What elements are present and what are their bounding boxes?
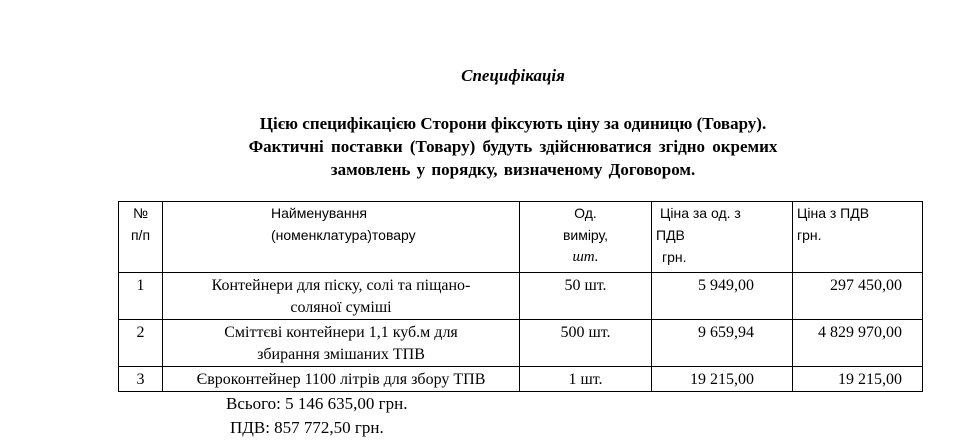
row-name bbox=[163, 320, 520, 367]
row-number: 3 bbox=[119, 367, 163, 392]
row-name-line: Сміттєві контейнери 1,1 куб.м для bbox=[224, 324, 458, 341]
row-unit-price: 19 215,00 bbox=[652, 367, 793, 392]
header-text: Найменування bbox=[271, 205, 367, 221]
intro-paragraph bbox=[0, 112, 962, 181]
totals-block bbox=[226, 392, 407, 440]
row-quantity: 500 шт. bbox=[520, 320, 652, 367]
row-name-line: збирання змішаних ТПВ bbox=[257, 346, 425, 363]
table-row bbox=[119, 273, 923, 320]
row-unit-price: 5 949,00 bbox=[652, 273, 793, 320]
row-number: 2 bbox=[119, 320, 163, 367]
header-unit bbox=[520, 202, 652, 273]
row-name-line: Контейнери для піску, солі та піщано- bbox=[211, 277, 471, 294]
row-unit-price: 9 659,94 bbox=[652, 320, 793, 367]
header-text: Ціна за од. з bbox=[660, 205, 741, 221]
intro-line: Цією специфікацією Сторони фіксують ціну за одиницю (Товару). bbox=[259, 114, 767, 133]
intro-line: замовлень у порядку, визначеному Договором. bbox=[330, 160, 696, 179]
header-text: (номенклатура)товару bbox=[271, 227, 416, 243]
header-text: № bbox=[132, 205, 149, 221]
header-text: п/п bbox=[130, 227, 151, 243]
header-price-vat bbox=[793, 202, 923, 273]
row-quantity: 1 шт. bbox=[520, 367, 652, 392]
header-name bbox=[163, 202, 520, 273]
header-text: ПДВ bbox=[656, 227, 685, 243]
total-amount: Всього: 5 146 635,00 грн. bbox=[226, 394, 408, 413]
table-header-row bbox=[119, 202, 923, 273]
row-number: 1 bbox=[119, 273, 163, 320]
row-quantity: 50 шт. bbox=[520, 273, 652, 320]
intro-line: Фактичні поставки (Товару) будуть здійснюватися згідно окремих bbox=[248, 137, 778, 156]
row-name bbox=[163, 273, 520, 320]
table-row bbox=[119, 367, 923, 392]
row-name bbox=[163, 367, 520, 392]
row-price-vat: 19 215,00 bbox=[793, 367, 923, 392]
row-price-vat: 4 829 970,00 bbox=[793, 320, 923, 367]
document-title: Специфікація bbox=[461, 66, 565, 85]
row-name-line: соляної суміші bbox=[290, 299, 392, 316]
specification-table bbox=[118, 201, 923, 392]
header-text: грн. bbox=[797, 227, 822, 243]
header-text: виміру, bbox=[562, 227, 609, 243]
header-text: шт. bbox=[572, 249, 599, 265]
header-text: Ціна з ПДВ bbox=[797, 205, 870, 221]
header-unit-price bbox=[652, 202, 793, 273]
row-name-line: Євроконтейнер 1100 літрів для збору ТПВ bbox=[196, 371, 486, 388]
table-row bbox=[119, 320, 923, 367]
header-text: грн. bbox=[662, 249, 687, 265]
row-price-vat: 297 450,00 bbox=[793, 273, 923, 320]
header-number bbox=[119, 202, 163, 273]
vat-amount: ПДВ: 857 772,50 грн. bbox=[230, 418, 384, 437]
header-text: Од. bbox=[574, 205, 597, 221]
